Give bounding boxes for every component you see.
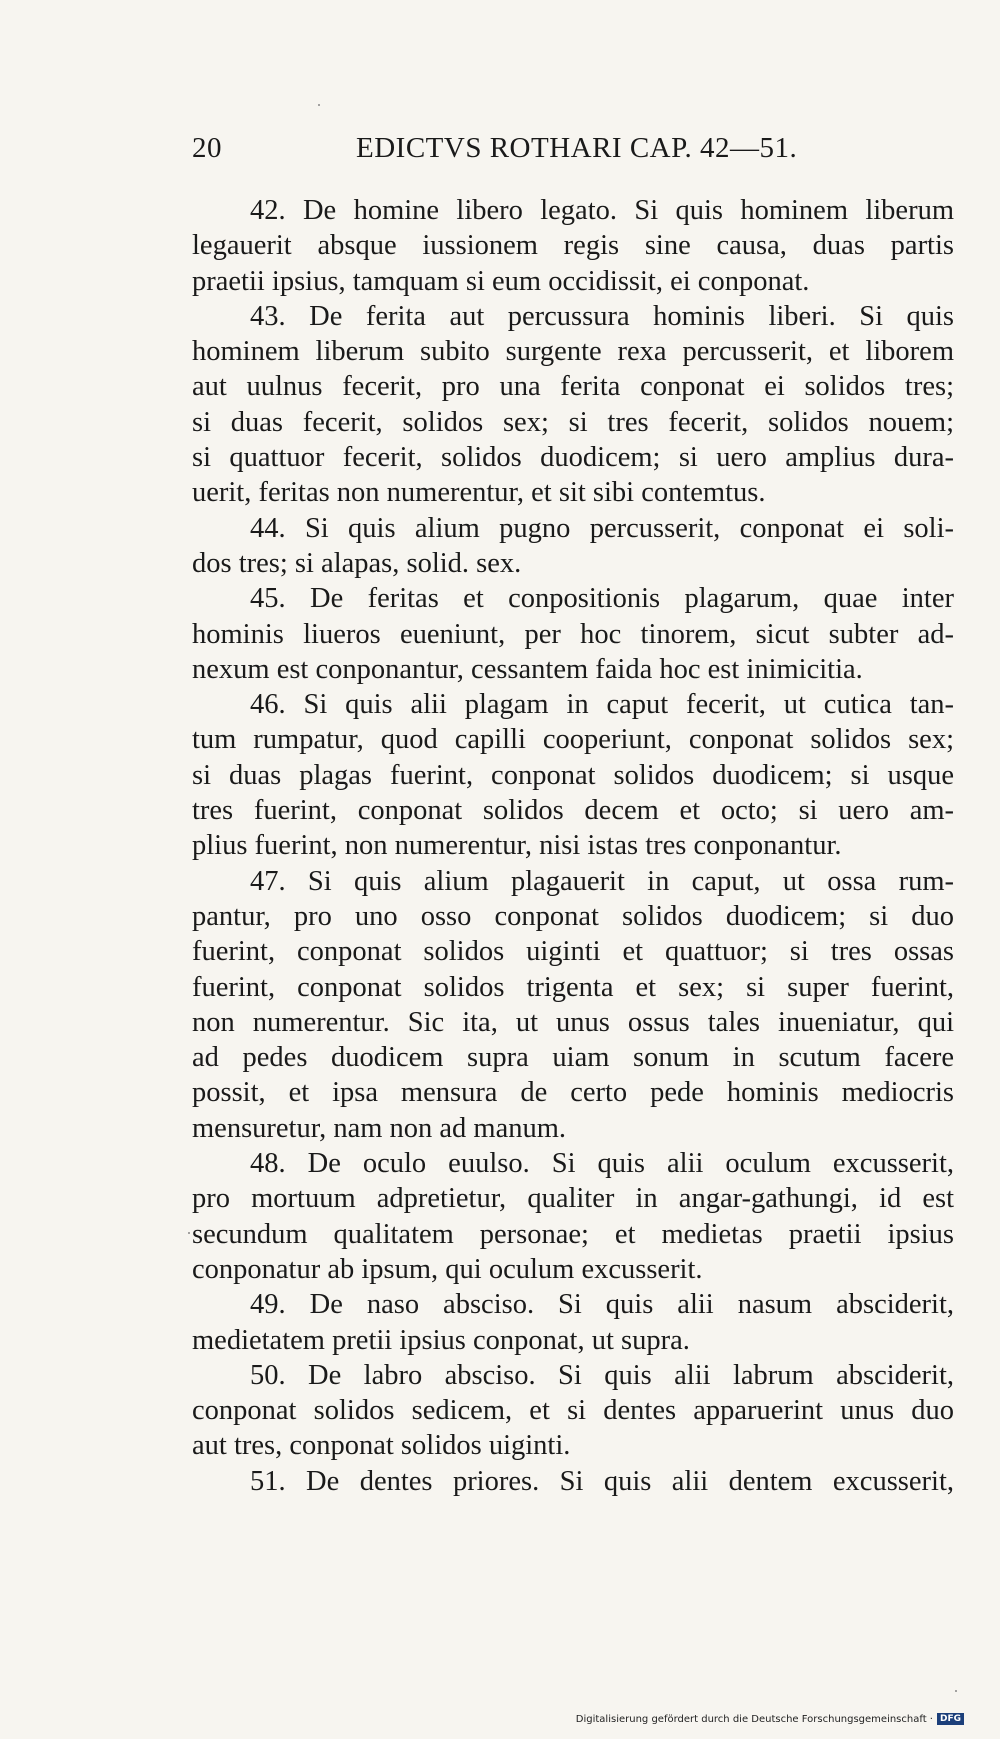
text-line: 51. De dentes priores. Si quis alii dentem excusserit, bbox=[250, 1465, 954, 1497]
text-line: pantur, pro uno osso conponat solidos duodicem; si duo bbox=[192, 900, 954, 932]
text-line: 42. De homine libero legato. Si quis hominem liberum bbox=[250, 195, 954, 226]
text-line: 44. Si quis alium pugno percusserit, conponat ei soli- bbox=[250, 512, 954, 544]
digitization-credit bbox=[576, 1713, 964, 1725]
text-line: aut tres, conponat solidos uiginti. bbox=[192, 1430, 571, 1462]
text-line: hominem liberum subito surgente rexa percusserit, et liborem bbox=[192, 336, 954, 368]
text-line: dos tres; si alapas, solid. sex. bbox=[192, 547, 522, 579]
scan-speck bbox=[188, 1232, 190, 1234]
text-line: fuerint, conponat solidos uiginti et quattuor; si tres ossas bbox=[192, 936, 954, 968]
text-line: 48. De oculo euulso. Si quis alii oculum excusserit, bbox=[250, 1148, 954, 1180]
text-line: mensuretur, nam non ad manum. bbox=[192, 1112, 567, 1144]
text-line: secundum qualitatem personae; et medietas praetii ipsius bbox=[192, 1218, 954, 1250]
dfg-logo: DFG bbox=[937, 1713, 964, 1725]
running-header bbox=[192, 132, 798, 172]
text-line: non numerentur. Sic ita, ut unus ossus tales inueniatur, qui bbox=[192, 1006, 954, 1038]
text-line: hominis liueros eueniunt, per hoc tinorem, sicut subter ad- bbox=[192, 618, 954, 650]
text-line: si quattuor fecerit, solidos duodicem; si uero amplius dura- bbox=[192, 442, 954, 474]
text-line: praetii ipsius, tamquam si eum occidissit, ei conponat. bbox=[192, 265, 810, 297]
text-line: tres fuerint, conponat solidos decem et octo; si uero am- bbox=[192, 795, 954, 827]
text-line: legauerit absque iussionem regis sine causa, duas partis bbox=[192, 230, 954, 262]
text-line: uerit, feritas non numerentur, et sit sibi contemtus. bbox=[192, 477, 766, 509]
header-title: EDICTVS ROTHARI CAP. 42—51. bbox=[356, 132, 798, 164]
text-line: conponat solidos sedicem, et si dentes apparuerint unus duo bbox=[192, 1395, 954, 1427]
text-line: pro mortuum adpretietur, qualiter in angar-gathungi, id est bbox=[192, 1183, 954, 1215]
scan-speck bbox=[318, 104, 320, 106]
text-line: si duas plagas fuerint, conponat solidos duodicem; si usque bbox=[192, 759, 954, 791]
text-line: tum rumpatur, quod capilli cooperiunt, conponat solidos sex; bbox=[192, 724, 954, 756]
page-number: 20 bbox=[192, 132, 222, 164]
text-line: ad pedes duodicem supra uiam sonum in scutum facere bbox=[192, 1042, 954, 1074]
body-text bbox=[192, 193, 954, 1499]
text-line: 45. De feritas et conpositionis plagarum, quae inter bbox=[250, 583, 954, 615]
text-line: 49. De naso absciso. Si quis alii nasum absciderit, bbox=[250, 1289, 954, 1321]
text-line: aut uulnus fecerit, pro una ferita conponat ei solidos tres; bbox=[192, 371, 954, 403]
text-line: 47. Si quis alium plagauerit in caput, ut ossa rum- bbox=[250, 865, 954, 897]
text-line: fuerint, conponat solidos trigenta et sex; si super fuerint, bbox=[192, 971, 954, 1003]
credit-text: Digitalisierung gefördert durch die Deutsche Forschungsgemeinschaft · bbox=[575, 1713, 933, 1725]
text-line: plius fuerint, non numerentur, nisi istas tres conponantur. bbox=[192, 830, 842, 862]
text-line: 46. Si quis alii plagam in caput fecerit, ut cutica tan- bbox=[250, 689, 954, 721]
text-line: nexum est conponantur, cessantem faida hoc est inimicitia. bbox=[192, 653, 863, 685]
text-line: possit, et ipsa mensura de certo pede hominis mediocris bbox=[192, 1077, 954, 1109]
text-line: medietatem pretii ipsius conponat, ut supra. bbox=[192, 1324, 690, 1356]
text-line: si duas fecerit, solidos sex; si tres fecerit, solidos nouem; bbox=[192, 406, 954, 438]
text-line: 43. De ferita aut percussura hominis liberi. Si quis bbox=[250, 300, 954, 332]
text-line: conponatur ab ipsum, qui oculum excusserit. bbox=[192, 1253, 703, 1285]
text-line: 50. De labro absciso. Si quis alii labrum absciderit, bbox=[250, 1359, 954, 1391]
scan-speck bbox=[955, 1690, 957, 1692]
